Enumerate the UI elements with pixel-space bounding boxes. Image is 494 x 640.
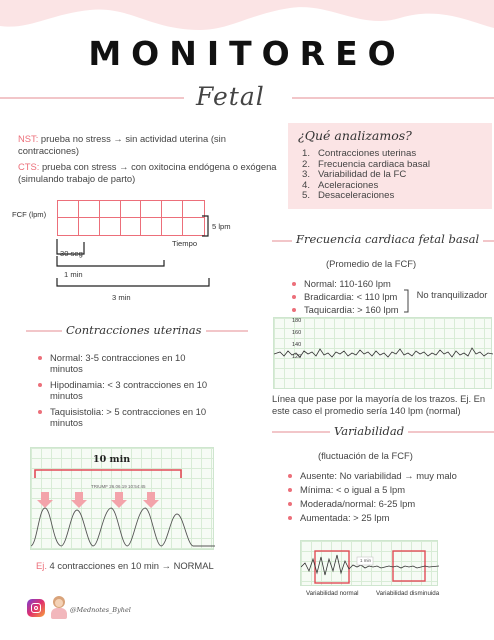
- instagram-icon[interactable]: [27, 599, 45, 617]
- basal-item: Bradicardia: < 110 lpm: [292, 291, 492, 302]
- scale-180: 180: [292, 318, 302, 324]
- strip-header: TRIUMF 26.06.19 10:54:45: [91, 484, 146, 489]
- analysis-item: 3. Variabilidad de la FC: [302, 169, 407, 181]
- basal-item: Normal: 110-160 lpm: [292, 278, 492, 289]
- contractions-item: Taquisistolia: > 5 contracciones en 10 minutos: [38, 406, 210, 428]
- basal-bracket: [402, 288, 412, 314]
- variability-section-title: Variabilidad: [330, 424, 408, 438]
- example-label: Ej.: [36, 560, 47, 571]
- basal-section-title: Frecuencia cardiaca fetal basal: [292, 232, 483, 246]
- variability-item: Mínima: < o igual a 5 lpm: [288, 484, 488, 495]
- three-min-label: 3 min: [112, 293, 131, 302]
- basal-caption: Línea que pase por la mayoría de los trazos. Ej. En este caso el promedio sería 140 lpm (normal): [272, 393, 486, 416]
- nst-definition: [18, 133, 278, 157]
- variability-strip-tag: 1 min: [360, 558, 372, 563]
- contractions-item: Normal: 3-5 contracciones en 10 minutos: [38, 352, 210, 374]
- variability-item: Ausente: No variabilidad → muy malo: [288, 470, 488, 481]
- analysis-item: 2. Frecuencia cardiaca basal: [302, 158, 430, 170]
- one-min-label: 1 min: [64, 270, 83, 279]
- nst-label: NST:: [18, 133, 39, 144]
- nst-text: prueba no stress → sin actividad uterina (sin contracciones): [18, 133, 226, 156]
- basal-item: Taquicardia: > 160 lpm: [292, 304, 492, 315]
- example-text: 4 contracciones en 10 min → NORMAL: [46, 560, 214, 571]
- non-reassuring-note: No tranquilizador: [416, 289, 488, 300]
- cts-definition: [18, 161, 280, 185]
- variability-trace-svg: [301, 541, 439, 587]
- cts-text: prueba con stress → con oxitocina endógena o exógena (simulando trabajo de parto): [18, 161, 277, 184]
- scale-140: 140: [292, 342, 302, 348]
- variability-trace-strip: [300, 540, 438, 586]
- analysis-item: 1. Contracciones uterinas: [302, 148, 417, 159]
- contractions-list: [38, 352, 210, 428]
- basal-trace-strip: [273, 317, 492, 389]
- author-handle: @Mednotes_Byhel: [70, 606, 131, 614]
- basal-trace-svg: [274, 318, 493, 390]
- page-title: MONITOREO: [88, 34, 406, 73]
- cts-label: CTS:: [18, 161, 40, 172]
- contractions-item: Hipodinamia: < 3 contracciones en 10 minutos: [38, 379, 210, 401]
- variability-list: [288, 470, 488, 523]
- box-bracket: [200, 214, 212, 238]
- scale-160: 160: [292, 330, 302, 336]
- time-scale-brackets: [54, 236, 214, 300]
- variability-item: Aumentada: > 25 lpm: [288, 512, 488, 523]
- basal-subtitle: (Promedio de la FCF): [326, 258, 417, 269]
- contractions-example: [36, 560, 214, 572]
- analysis-title: ¿Qué analizamos?: [298, 128, 412, 143]
- time-axis-label: Tiempo: [172, 239, 198, 248]
- fcf-axis-label: FCF (lpm): [12, 210, 47, 219]
- analysis-item: 5. Desaceleraciones: [302, 190, 395, 202]
- analysis-list: [302, 149, 430, 202]
- analysis-box: [288, 123, 492, 209]
- fcf-grid-diagram: [57, 200, 205, 236]
- title-divider-left: [0, 97, 184, 99]
- seg-label: 30 seg: [60, 249, 83, 258]
- avatar: [50, 596, 68, 620]
- variability-item: Moderada/normal: 6-25 lpm: [288, 498, 488, 509]
- title-divider-right: [292, 97, 494, 99]
- contractions-section-title: Contracciones uterinas: [62, 323, 206, 337]
- strip-ten-min-label: 10 min: [93, 454, 131, 465]
- box-label: 5 lpm: [212, 222, 231, 231]
- page-subtitle: Fetal: [196, 82, 265, 111]
- contractions-trace-strip: [30, 447, 214, 550]
- label-variability-low: Variabilidad disminuida: [376, 590, 440, 597]
- analysis-item: 4. Aceleraciones: [302, 179, 379, 191]
- label-variability-normal: Variabilidad normal: [306, 590, 359, 597]
- scale-120: 120: [292, 354, 302, 360]
- variability-subtitle: (fluctuación de la FCF): [318, 450, 413, 461]
